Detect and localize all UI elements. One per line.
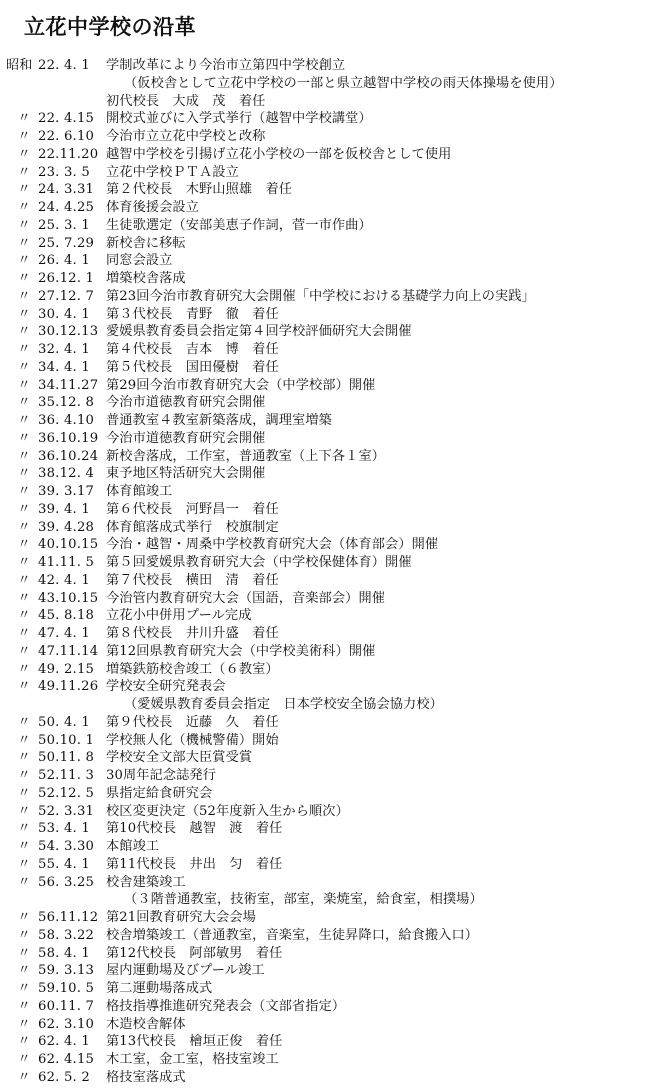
history-row	[6, 1069, 646, 1087]
history-event: 校区変更決定（52年度新入生から順次）	[106, 803, 349, 819]
history-row	[6, 714, 646, 732]
history-row	[6, 590, 646, 608]
history-row	[6, 1051, 646, 1069]
ditto-mark: 〃	[17, 129, 31, 144]
history-row	[6, 661, 646, 679]
history-date: 62. 5. 2	[38, 1069, 90, 1085]
history-event: 校舎増築竣工（普通教室，音楽室，生徒昇降口，給食搬入口）	[106, 927, 479, 943]
era-label	[6, 891, 38, 909]
history-date: 58. 3.22	[38, 927, 95, 943]
history-row	[6, 235, 646, 253]
history-event: 生徒歌選定（安部美恵子作詞，菅一市作曲）	[106, 217, 372, 233]
ditto-mark: 〃	[17, 661, 31, 677]
history-row	[6, 323, 646, 341]
history-date: 22. 4.15	[38, 111, 95, 127]
ditto-mark: 〃	[17, 519, 31, 535]
history-event: 第８代校長 井川升盛 着任	[106, 626, 279, 641]
ditto-mark: 〃	[17, 821, 31, 837]
history-event: 第10代校長 越智 渡 着任	[106, 821, 283, 837]
history-row	[6, 448, 646, 466]
history-date: 42. 4. 1	[38, 572, 90, 588]
ditto-mark: 〃	[17, 164, 31, 180]
history-date: 47.11.14	[38, 643, 99, 659]
history-row	[6, 749, 646, 767]
history-date: 30. 4. 1	[38, 306, 90, 322]
history-event: 第５代校長 国田優樹 着任	[106, 359, 279, 375]
ditto-mark: 〃	[17, 537, 31, 553]
ditto-mark: 〃	[17, 856, 31, 872]
history-date: 59.10. 5	[38, 981, 95, 996]
history-event: 初代校長 大成 茂 着任	[106, 93, 266, 109]
history-event: 本館竣工	[106, 839, 160, 854]
history-row	[6, 874, 646, 892]
history-event: 学制改革により今治市立第四中学校創立	[106, 58, 346, 73]
history-row	[6, 93, 646, 111]
history-row	[6, 377, 646, 395]
history-event: 第３代校長 青野 徹 着任	[106, 306, 279, 322]
history-date: 55. 4. 1	[38, 856, 90, 872]
history-event: 東予地区特活研究大会開催	[106, 466, 266, 482]
history-event: 同窓会設立	[106, 253, 173, 269]
history-row	[6, 572, 646, 590]
history-date: 36.10.24	[38, 448, 99, 464]
history-date: 36.10.19	[38, 430, 99, 446]
history-date: 34. 4. 1	[38, 359, 90, 375]
history-date: 49.11.26	[38, 679, 99, 695]
history-date: 62. 4. 1	[38, 1034, 90, 1050]
history-event: 開校式並びに入学式挙行（越智中学校講堂）	[106, 111, 372, 127]
history-date: 40.10.15	[38, 537, 99, 553]
history-date: 26.12. 1	[38, 271, 95, 286]
history-row	[6, 146, 646, 164]
history-date	[38, 696, 106, 714]
history-date: 60.11. 7	[38, 998, 95, 1014]
ditto-mark: 〃	[17, 377, 31, 393]
history-date: 52.11. 3	[38, 768, 95, 783]
ditto-mark: 〃	[17, 235, 31, 251]
history-event: 学校安全文部大臣賞受賞	[106, 750, 253, 766]
history-row	[6, 128, 646, 146]
history-date: 26. 4. 1	[38, 253, 90, 269]
history-date: 56. 3.25	[38, 874, 95, 890]
history-date: 50.11. 8	[38, 750, 95, 766]
history-event: 増築校舎落成	[106, 271, 186, 286]
history-date: 54. 3.30	[38, 839, 95, 854]
ditto-mark: 〃	[17, 359, 31, 375]
history-date: 56.11.12	[38, 910, 99, 925]
history-event: 第２代校長 木野山照雄 着任	[106, 182, 293, 198]
history-event: 格技室落成式	[106, 1069, 186, 1085]
ditto-mark: 〃	[17, 590, 31, 606]
history-row	[6, 181, 646, 199]
history-row	[6, 607, 646, 625]
history-event: 増築鉄筋校舎竣工（６教室）	[106, 661, 279, 677]
history-event: 今治市道徳教育研究会開催	[106, 395, 266, 411]
history-date: 52.12. 5	[38, 785, 95, 801]
history-date: 50.10. 1	[38, 732, 95, 748]
history-row	[6, 412, 646, 430]
ditto-mark: 〃	[17, 643, 31, 659]
history-row	[6, 164, 646, 182]
ditto-mark: 〃	[17, 448, 31, 464]
ditto-mark: 〃	[17, 1034, 31, 1050]
history-event: 第７代校長 横田 清 着任	[106, 572, 279, 588]
history-event: （３階普通教室，技術室，部室，楽焼室，給食室，相撲場）	[124, 892, 483, 908]
history-row	[6, 1016, 646, 1034]
history-row	[6, 891, 646, 909]
history-row	[6, 110, 646, 128]
history-row	[6, 767, 646, 785]
ditto-mark: 〃	[17, 146, 31, 162]
history-row	[6, 838, 646, 856]
ditto-mark: 〃	[17, 750, 31, 766]
history-row	[6, 519, 646, 537]
era-label	[6, 696, 38, 714]
ditto-mark: 〃	[17, 253, 31, 269]
history-row	[6, 927, 646, 945]
history-row	[6, 536, 646, 554]
ditto-mark: 〃	[17, 306, 31, 322]
history-event: 第９代校長 近藤 久 着任	[106, 714, 279, 730]
history-event: 新校舎落成，工作室，普通教室（上下各１室）	[106, 448, 386, 464]
history-date: 25. 7.29	[38, 235, 95, 251]
history-date	[38, 93, 106, 111]
ditto-mark: 〃	[17, 484, 31, 499]
history-date: 47. 4. 1	[38, 626, 90, 641]
ditto-mark: 〃	[17, 945, 31, 961]
ditto-mark: 〃	[17, 839, 31, 854]
history-row	[6, 199, 646, 217]
ditto-mark: 〃	[17, 785, 31, 801]
history-event: 校舎建築竣工	[106, 874, 186, 890]
history-date: 24. 4.25	[38, 200, 95, 215]
history-date	[38, 75, 106, 93]
history-date: 53. 4. 1	[38, 821, 90, 837]
ditto-mark: 〃	[17, 910, 31, 925]
ditto-mark: 〃	[17, 1069, 31, 1085]
history-row	[6, 501, 646, 519]
ditto-mark: 〃	[17, 555, 31, 570]
history-event: 体育館落成式挙行 校旗制定	[106, 519, 279, 535]
history-row	[6, 732, 646, 750]
history-date: 27.12. 7	[38, 288, 95, 304]
ditto-mark: 〃	[17, 963, 31, 979]
history-event: （愛媛県教育委員会指定 日本学校安全協会協力校）	[124, 697, 443, 712]
history-event: 第５回愛媛県教育研究大会（中学校保健体育）開催	[106, 555, 412, 570]
ditto-mark: 〃	[17, 572, 31, 588]
history-event: 第二運動場落成式	[106, 981, 213, 996]
history-event: 第６代校長 河野昌一 着任	[106, 501, 279, 517]
history-row	[6, 57, 646, 75]
ditto-mark: 〃	[17, 1052, 31, 1067]
history-event: 体育後援会設立	[106, 200, 200, 215]
history-row	[6, 430, 646, 448]
history-event: 木工室，金工室，格技室竣工	[106, 1052, 279, 1067]
history-event: 第11代校長 井出 匀 着任	[106, 856, 283, 872]
ditto-mark: 〃	[17, 288, 31, 304]
history-row	[6, 625, 646, 643]
ditto-mark: 〃	[17, 608, 31, 624]
history-event: 新校舎に移転	[106, 235, 186, 251]
ditto-mark: 〃	[17, 271, 31, 286]
history-row	[6, 643, 646, 661]
history-row	[6, 909, 646, 927]
ditto-mark: 〃	[17, 874, 31, 890]
ditto-mark: 〃	[17, 501, 31, 517]
history-date: 24. 3.31	[38, 182, 95, 198]
ditto-mark: 〃	[17, 324, 31, 340]
history-event: 木造校舎解体	[106, 1016, 186, 1032]
history-event: 第21回教育研究大会会場	[106, 910, 256, 925]
history-row	[6, 998, 646, 1016]
history-event: 体育館竣工	[106, 484, 173, 499]
ditto-mark: 〃	[17, 200, 31, 215]
history-date: 25. 3. 1	[38, 217, 90, 233]
history-row	[6, 217, 646, 235]
history-row	[6, 803, 646, 821]
page-title: 立花中学校の沿革	[24, 15, 196, 39]
history-event: 屋内運動場及びプール竣工	[106, 963, 265, 979]
history-row	[6, 306, 646, 324]
history-event: 格技指導推進研究発表会（文部省指定）	[106, 998, 346, 1014]
ditto-mark: 〃	[17, 981, 31, 996]
history-date: 23. 3. 5	[38, 164, 90, 180]
ditto-mark: 〃	[17, 927, 31, 943]
history-row	[6, 945, 646, 963]
history-row	[6, 785, 646, 803]
era-label	[6, 75, 38, 93]
ditto-mark: 〃	[17, 679, 31, 695]
history-row	[6, 270, 646, 288]
history-event: 第12代校長 阿部敏男 着任	[106, 945, 283, 961]
history-row	[6, 75, 646, 93]
history-event: 第12回県教育研究大会（中学校美術科）開催	[106, 643, 376, 659]
history-row	[6, 288, 646, 306]
history-date: 62. 3.10	[38, 1016, 95, 1032]
history-date: 39. 4. 1	[38, 501, 90, 517]
history-date: 22. 6.10	[38, 129, 95, 144]
history-row	[6, 820, 646, 838]
history-row	[6, 678, 646, 696]
history-date: 39. 4.28	[38, 519, 95, 535]
history-row	[6, 980, 646, 998]
ditto-mark: 〃	[17, 1016, 31, 1032]
history-date: 22.11.20	[38, 146, 99, 162]
history-date: 22. 4. 1	[38, 58, 90, 73]
era-label: 昭和	[6, 58, 33, 73]
history-row	[6, 465, 646, 483]
ditto-mark: 〃	[17, 395, 31, 411]
ditto-mark: 〃	[17, 182, 31, 198]
history-date: 34.11.27	[38, 377, 99, 393]
ditto-mark: 〃	[17, 413, 31, 428]
ditto-mark: 〃	[17, 803, 31, 819]
ditto-mark: 〃	[17, 714, 31, 730]
history-date: 35.12. 8	[38, 395, 95, 411]
history-date: 32. 4. 1	[38, 342, 90, 357]
history-row	[6, 696, 646, 714]
ditto-mark: 〃	[17, 430, 31, 446]
era-label	[6, 93, 38, 111]
history-date: 50. 4. 1	[38, 714, 90, 730]
history-row	[6, 359, 646, 377]
history-date: 41.11. 5	[38, 555, 95, 570]
history-event: 愛媛県教育委員会指定第４回学校評価研究大会開催	[106, 324, 412, 340]
history-event: 第13代校長 檜垣正俊 着任	[106, 1034, 283, 1050]
history-event: 今治市道徳教育研究会開催	[106, 430, 266, 446]
history-event: 30周年記念誌発行	[106, 768, 216, 783]
history-event: 第29回今治市教育研究大会（中学校部）開催	[106, 377, 376, 393]
history-event: 越智中学校を引揚げ立花小学校の一部を仮校舎として使用	[106, 146, 452, 162]
history-row	[6, 962, 646, 980]
history-row	[6, 1033, 646, 1051]
history-event: 第４代校長 吉本 博 着任	[106, 342, 279, 357]
history-date: 52. 3.31	[38, 803, 95, 819]
history-date: 62. 4.15	[38, 1052, 95, 1067]
ditto-mark: 〃	[17, 732, 31, 748]
history-row	[6, 856, 646, 874]
ditto-mark: 〃	[17, 768, 31, 783]
ditto-mark: 〃	[17, 111, 31, 127]
history-date: 38.12. 4	[38, 466, 95, 482]
history-row	[6, 554, 646, 572]
history-event: 学校安全研究発表会	[106, 679, 226, 695]
history-event: 今治市立立花中学校と改称	[106, 129, 266, 144]
history-date: 49. 2.15	[38, 661, 95, 677]
ditto-mark: 〃	[17, 998, 31, 1014]
history-date: 59. 3.13	[38, 963, 95, 979]
history-date: 43.10.15	[38, 590, 99, 606]
history-event: （仮校舎として立花中学校の一部と県立越智中学校の雨天体操場を使用）	[124, 75, 563, 91]
ditto-mark: 〃	[17, 466, 31, 482]
ditto-mark: 〃	[17, 342, 31, 357]
history-event: 今治管内教育研究大会（国語，音楽部会）開催	[106, 590, 386, 606]
history-date: 45. 8.18	[38, 608, 95, 624]
history-date: 58. 4. 1	[38, 945, 90, 961]
history-event: 今治・越智・周桑中学校教育研究大会（体育部会）開催	[106, 537, 439, 553]
history-event: 立花中学校ＰＴＡ設立	[106, 164, 239, 180]
ditto-mark: 〃	[17, 217, 31, 233]
history-event: 普通教室４教室新築落成，調理室増築	[106, 413, 332, 428]
history-date	[38, 891, 106, 909]
history-row	[6, 252, 646, 270]
history-list	[6, 57, 646, 1087]
history-row	[6, 483, 646, 501]
history-row	[6, 394, 646, 412]
history-row	[6, 341, 646, 359]
history-date: 30.12.13	[38, 324, 99, 340]
history-date: 36. 4.10	[38, 413, 95, 428]
history-event: 学校無人化（機械警備）開始	[106, 732, 279, 748]
history-event: 立花小中併用プール完成	[106, 608, 252, 624]
history-event: 第23回今治市教育研究大会開催「中学校における基礎学力向上の実践」	[106, 288, 535, 304]
history-event: 県指定給食研究会	[106, 785, 213, 801]
ditto-mark: 〃	[17, 626, 31, 641]
history-date: 39. 3.17	[38, 484, 95, 499]
